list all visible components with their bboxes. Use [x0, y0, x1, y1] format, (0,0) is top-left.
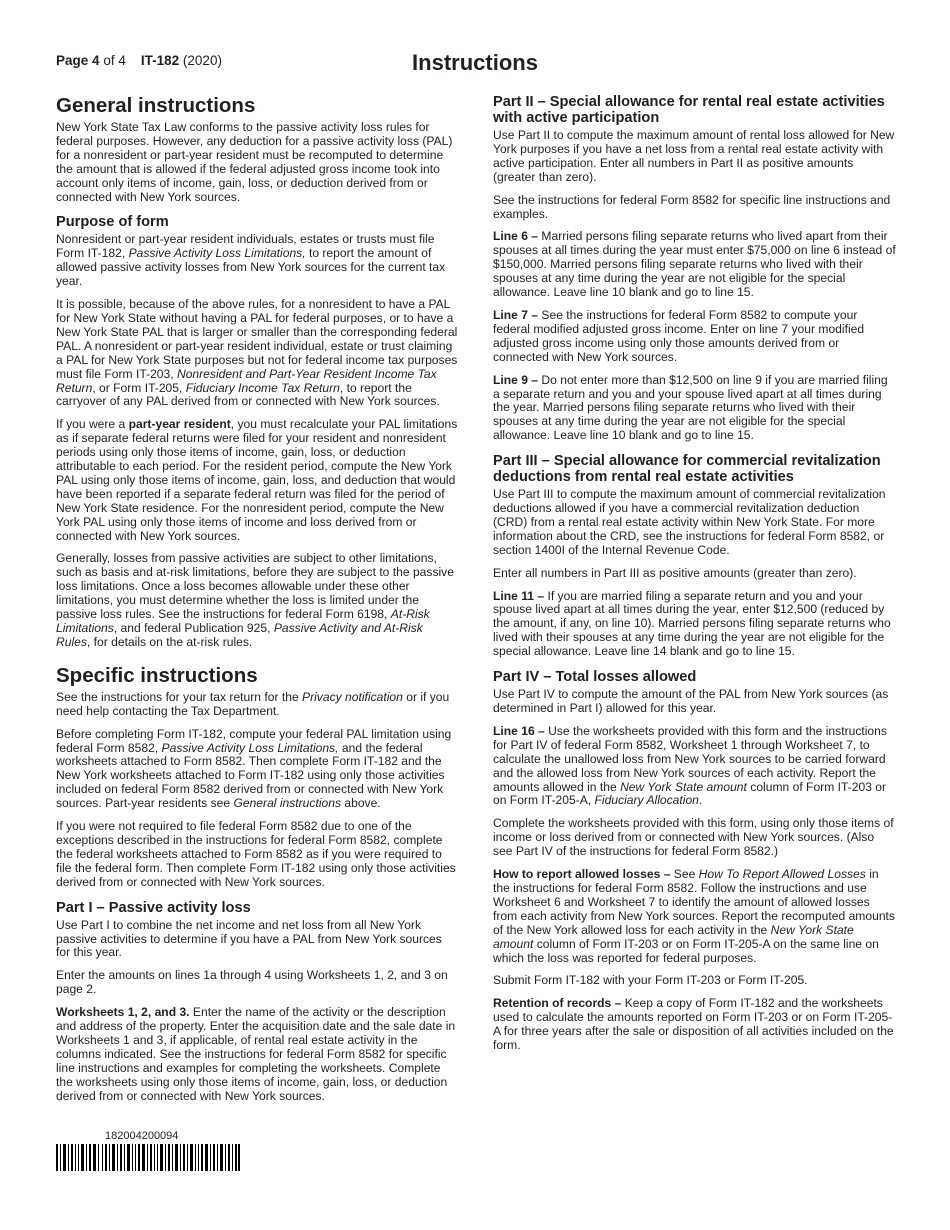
specific-paragraph-1: See the instructions for your tax return for the Privacy notification or if you need help contacting the Tax Department.	[56, 689, 450, 718]
purpose-paragraph-3: If you were a part-year resident, you must recalculate your PAL limitations as if separate federal returns were filed for your resident and nonresident periods using only those items of income, gain, loss, or deduction attributable to each period. For the resident period, compute the New York PAL using only those items of income, gain, loss, and deduction that would have been reported if a separate federal return was filed for the period of New York State residence. For the nonresident period, compute the New York PAL using only those items of income and loss derived from or connected with New York sources.	[56, 417, 458, 543]
part2-line6: Line 6 – Married persons filing separate returns who lived apart from their spouses at all times during the year must enter $75,000 on line 6 instead of $150,000. Married persons filing separate returns who lived with their spouses at any time during the year are not eligible for the special allowance. Leave line 10 blank and go to line 15.	[493, 229, 896, 300]
part4-paragraph-1: Use Part IV to compute the amount of the PAL from New York sources (as determined in Part I) allowed for this year.	[493, 687, 889, 715]
part2-paragraph-1: Use Part II to compute the maximum amount of rental loss allowed for New York purposes if you have a net loss from a rental real estate activity with active participation. Enter all numbers in Part II as positive amounts (greater than zero).	[493, 128, 895, 184]
part3-paragraph-1: Use Part III to compute the maximum amount of commercial revitalization deductions allowed if you have a commercial revitalization deduction (CRD) from a rental real estate activity within New York State. For more information about the CRD, see the instructions for federal Form 8582, or section 1400I of the Internal Revenue Code.	[493, 487, 886, 557]
page-label: Page	[56, 53, 89, 68]
part2-heading: Part II – Special allowance for rental real estate activities with active participation	[493, 94, 885, 126]
part4-how-to-report: How to report allowed losses – See How To Report Allowed Losses in the instructions for federal Form 8582. Follow the instructions and use Worksheet 6 and Worksheet 7 to identify the amount of allowed losses from each activity from New York sources. Report the recomputed amounts of the New York allowed loss for each activity in the New York State amount column of Form IT-203 or on Form IT-205-A on the same line on which the loss was reported for federal purposes.	[493, 867, 895, 965]
specific-instructions-heading: Specific instructions	[56, 663, 258, 687]
page-number: 4	[92, 53, 100, 68]
part4-heading: Part IV – Total losses allowed	[493, 669, 697, 686]
part3-line11: Line 11 – If you are married filing a separate return and you and your spouse lived apart at all times during the year, enter $12,500 (reduced by the amount, if any, on line 10). Married persons filing separate returns who lived with their spouses at any time during the year are not eligible for the special allowance. Leave line 14 blank and go to line 15.	[493, 588, 891, 659]
part1-heading: Part I – Passive activity loss	[56, 899, 251, 916]
purpose-paragraph-1: Nonresident or part-year resident individuals, estates or trusts must file Form IT-182, Passive Activity Loss Limitations, to report the amount of allowed passive activity losses from New York sources for the current tax year.	[56, 232, 446, 289]
part3-paragraph-2: Enter all numbers in Part III as positive amounts (greater than zero).	[493, 565, 857, 580]
purpose-heading: Purpose of form	[56, 214, 169, 231]
specific-paragraph-3: If you were not required to file federal Form 8582 due to one of the exceptions described in the instructions for federal Form 8582, complete the federal worksheets attached to Form 8582 as if you were required to file the federal form. Then complete Form IT-182 using only those activities derived from or connected with New York sources.	[56, 819, 456, 889]
form-year: (2020)	[182, 53, 222, 68]
purpose-paragraph-4: Generally, losses from passive activities are subject to other limitations, such as basis and at-risk limitations, before they are subject to the passive loss limitations. Once a loss becomes allowable under these other limitations, you must determine whether the loss is limited under the passive loss rules. See the instructions for federal Form 6198, At-Risk Limitations, and federal Publication 925, Passive Activity and At-Risk Rules, for details on the at-risk rules.	[56, 551, 454, 649]
barcode-number: 182004200094	[105, 1130, 179, 1142]
part4-retention: Retention of records – Keep a copy of Form IT-182 and the worksheets used to calculate the amounts reported on Form IT-203 or on Form IT-205-A for three years after the sale or disposition of all activities included on the form.	[493, 996, 894, 1053]
general-instructions-text: New York State Tax Law conforms to the passive activity loss rules for federal purposes. However, any deduction for a passive activity loss (PAL) for a nonresident or part-year resident must be recomputed to determine the amount that is allowed if the federal adjusted gross income took into account only items of income, gain, loss, or deduction derived from or connected with New York sources.	[56, 120, 453, 204]
part1-paragraph-2: Enter the amounts on lines 1a through 4 using Worksheets 1, 2, and 3 on page 2.	[56, 968, 448, 997]
part2-line7: Line 7 – See the instructions for federal Form 8582 to compute your federal modified adjusted gross income. Enter on line 7 your modified adjusted gross income using only those amounts derived from or connected with New York sources.	[493, 307, 865, 364]
barcode-area	[56, 1130, 246, 1171]
barcode-icon	[56, 1144, 240, 1171]
part2-line9: Line 9 – Do not enter more than $12,500 on line 9 if you are married filing a separate return and you and your spouse lived apart at all times during the year. Married persons filing separate returns who lived with their spouses at any time during the year are not eligible for the special allowance. Leave line 10 blank and go to line 15.	[493, 372, 888, 443]
part4-submit: Submit Form IT-182 with your Form IT-203 or Form IT-205.	[493, 973, 808, 988]
page-title: Instructions	[412, 50, 538, 75]
page-total: of 4	[103, 53, 126, 68]
specific-paragraph-2: Before completing Form IT-182, compute your federal PAL limitation using federal Form 8582, Passive Activity Loss Limitations, and the federal worksheets attached to Form 8582. Then complete Form IT-182 and the New York worksheets attached to Form IT-182 using only those activities included on federal Form 8582 derived from or connected with New York sources. Part-year residents see General instructions above.	[56, 726, 452, 811]
form-id: IT-182	[140, 53, 180, 68]
part4-line16: Line 16 – Use the worksheets provided with this form and the instructions for Part IV of federal Form 8582, Worksheet 1 through Worksheet 7, to calculate the unallowed loss from New York sources to be carried forward and the allowed loss from New York sources of each activity. Report the amounts allowed in the New York State amount column of Form IT-203 or on Form IT-205-A, Fiduciary Allocation.	[493, 723, 887, 808]
part3-heading: Part III – Special allowance for commercial revitalization deductions from rental real estate activities	[493, 453, 881, 486]
left-column	[56, 94, 459, 1112]
part1-paragraph-1: Use Part I to combine the net income and net loss from all New York passive activities to determine if you have a PAL from New York sources for this year.	[56, 917, 442, 960]
right-column	[493, 94, 896, 1062]
purpose-paragraph-2: It is possible, because of the above rules, for a nonresident to have a PAL for New York State without having a PAL for federal purposes, or to have a New York State PAL that is larger or smaller than the corresponding federal PAL. A nonresident or part-year resident individual, estate or trust claiming a PAL for New York State purposes but not for federal income tax purposes must file Form IT-203, Nonresident and Part-Year Resident Income Tax Return, or Form IT-205, Fiduciary Income Tax Return, to report the carryover of any PAL derived from or connected with New York sources.	[56, 297, 458, 409]
part1-worksheets-paragraph: Worksheets 1, 2, and 3. Enter the name of the activity or the description and address of the property. Enter the acquisition date and the sale date in Worksheets 1 and 3, if applicable, of rental real estate activity in the columns indicated. See the instructions for federal Form 8582 for specific line instructions and examples for completing the worksheets. Complete the worksheets using only those items of income, gain, loss, or deduction derived from or connected with New York sources.	[56, 1005, 456, 1103]
part4-paragraph-3: Complete the worksheets provided with this form, using only those items of income or loss derived from or connected with New York sources. (Also see Part IV of the instructions for federal Form 8582.)	[493, 816, 894, 859]
general-instructions-heading: General instructions	[56, 94, 256, 117]
part2-paragraph-2: See the instructions for federal Form 8582 for specific line instructions and examples.	[493, 192, 891, 221]
